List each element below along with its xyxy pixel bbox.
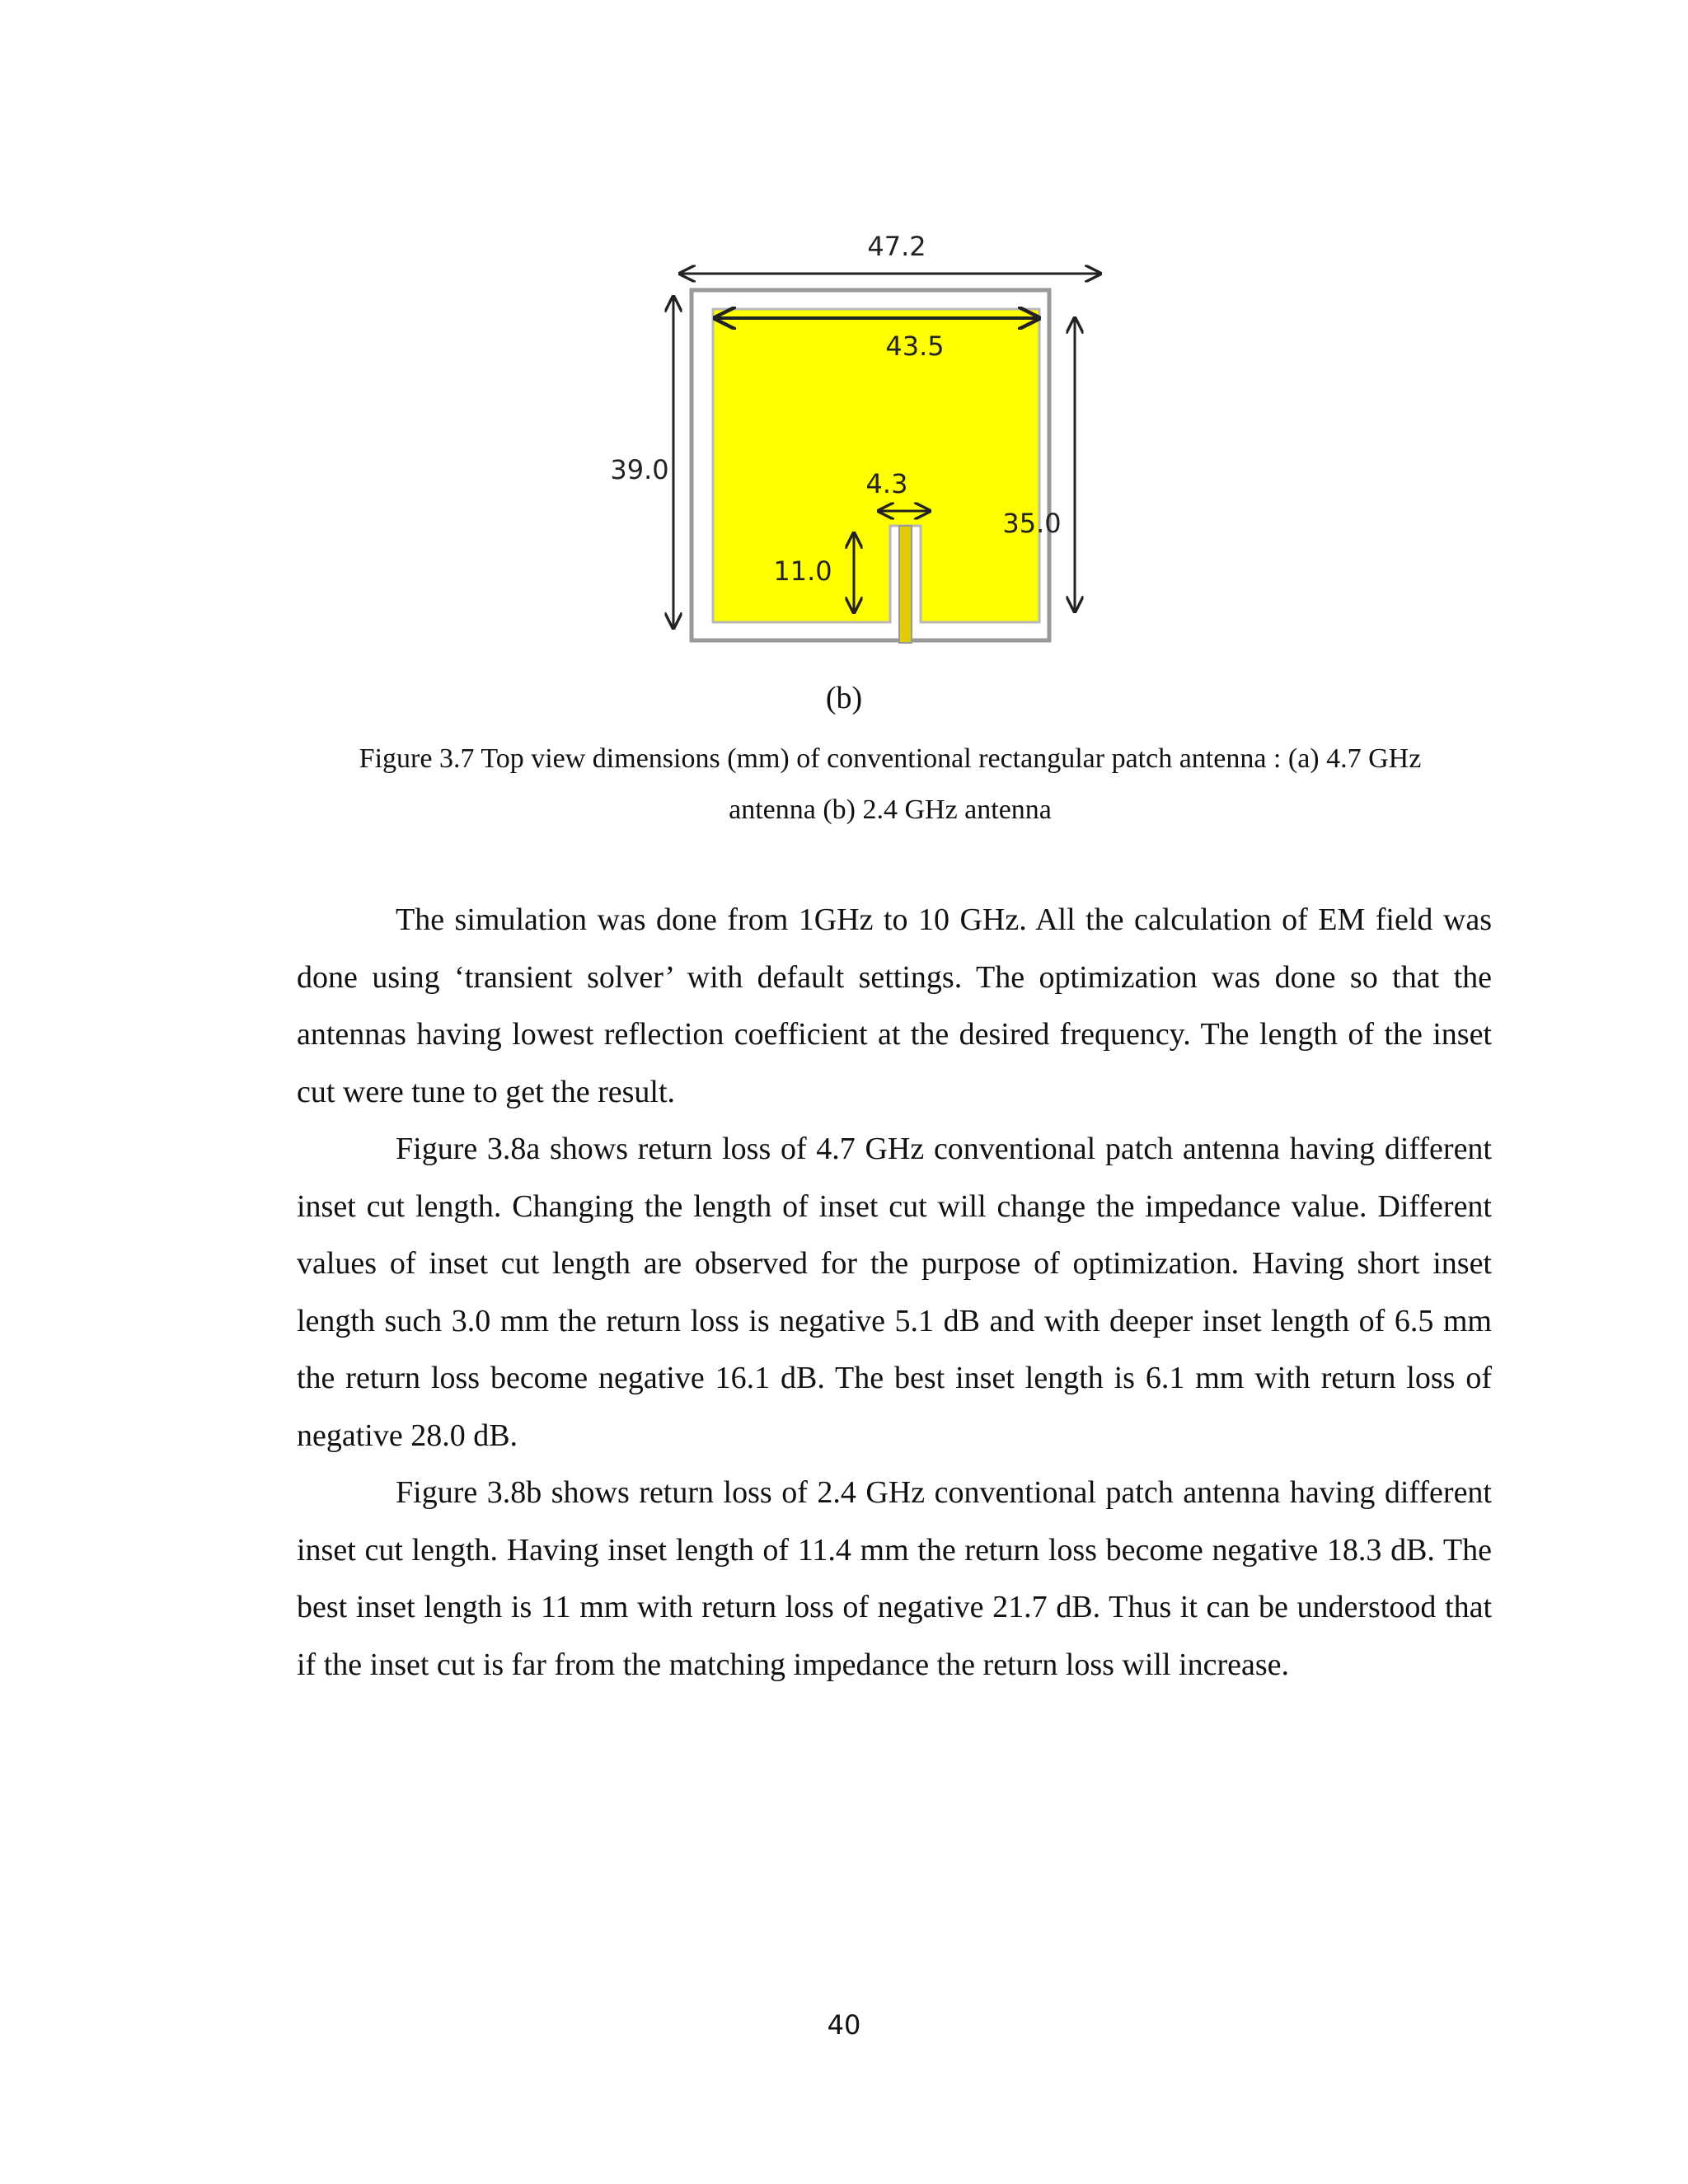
figure-caption — [297, 733, 1484, 836]
body-text — [297, 892, 1492, 1694]
paragraph: The simulation was done from 1GHz to 10 GHz. All the calculation of EM field was done using ‘transient solver’ with default settings. The optimization was done so that the antennas having lowest reflection coefficient at the desired frequency. The length of the inset cut were tune to get the result. — [297, 902, 1492, 1109]
paragraph: Figure 3.8b shows return loss of 2.4 GHz conventional patch antenna having different inset cut length. Having inset length of 11.4 mm the return loss become negative 18.3 dB. The best inset length is 11 mm with return loss of negative 21.7 dB. Thus it can be understood that if the inset cut is far from the matching impedance the return loss will increase. — [297, 1475, 1492, 1682]
caption-line-2: antenna (b) 2.4 GHz antenna — [729, 794, 1052, 825]
patch-width-label: 43.5 — [885, 330, 945, 362]
caption-line-1: Figure 3.7 Top view dimensions (mm) of conventional rectangular patch antenna : (a) 4.7 GHz — [359, 743, 1422, 774]
overall-width-label: 47.2 — [867, 231, 926, 262]
antenna-diagram — [593, 223, 1154, 659]
page-number: 40 — [827, 2009, 861, 2041]
overall-height-label: 39.0 — [610, 454, 669, 485]
inset-length-label: 11.0 — [773, 555, 832, 587]
feed-line — [899, 526, 912, 643]
patch-height-label: 35.0 — [1002, 508, 1062, 539]
subfigure-label: (b) — [825, 681, 863, 715]
inset-width-label: 4.3 — [865, 468, 908, 499]
paragraph: Figure 3.8a shows return loss of 4.7 GHz conventional patch antenna having different inset cut length. Changing the length of inset cut will change the impedance value. Different values of inset cut length are observed for the purpose of optimization. Having short inset length such 3.0 mm the return loss is negative 5.1 dB and with deeper inset length of 6.5 mm the return loss become negative 16.1 dB. The best inset length is 6.1 mm with return loss of negative 28.0 dB. — [297, 1132, 1492, 1453]
antenna-figure — [593, 223, 1154, 659]
patch-rectangle — [713, 309, 1039, 622]
